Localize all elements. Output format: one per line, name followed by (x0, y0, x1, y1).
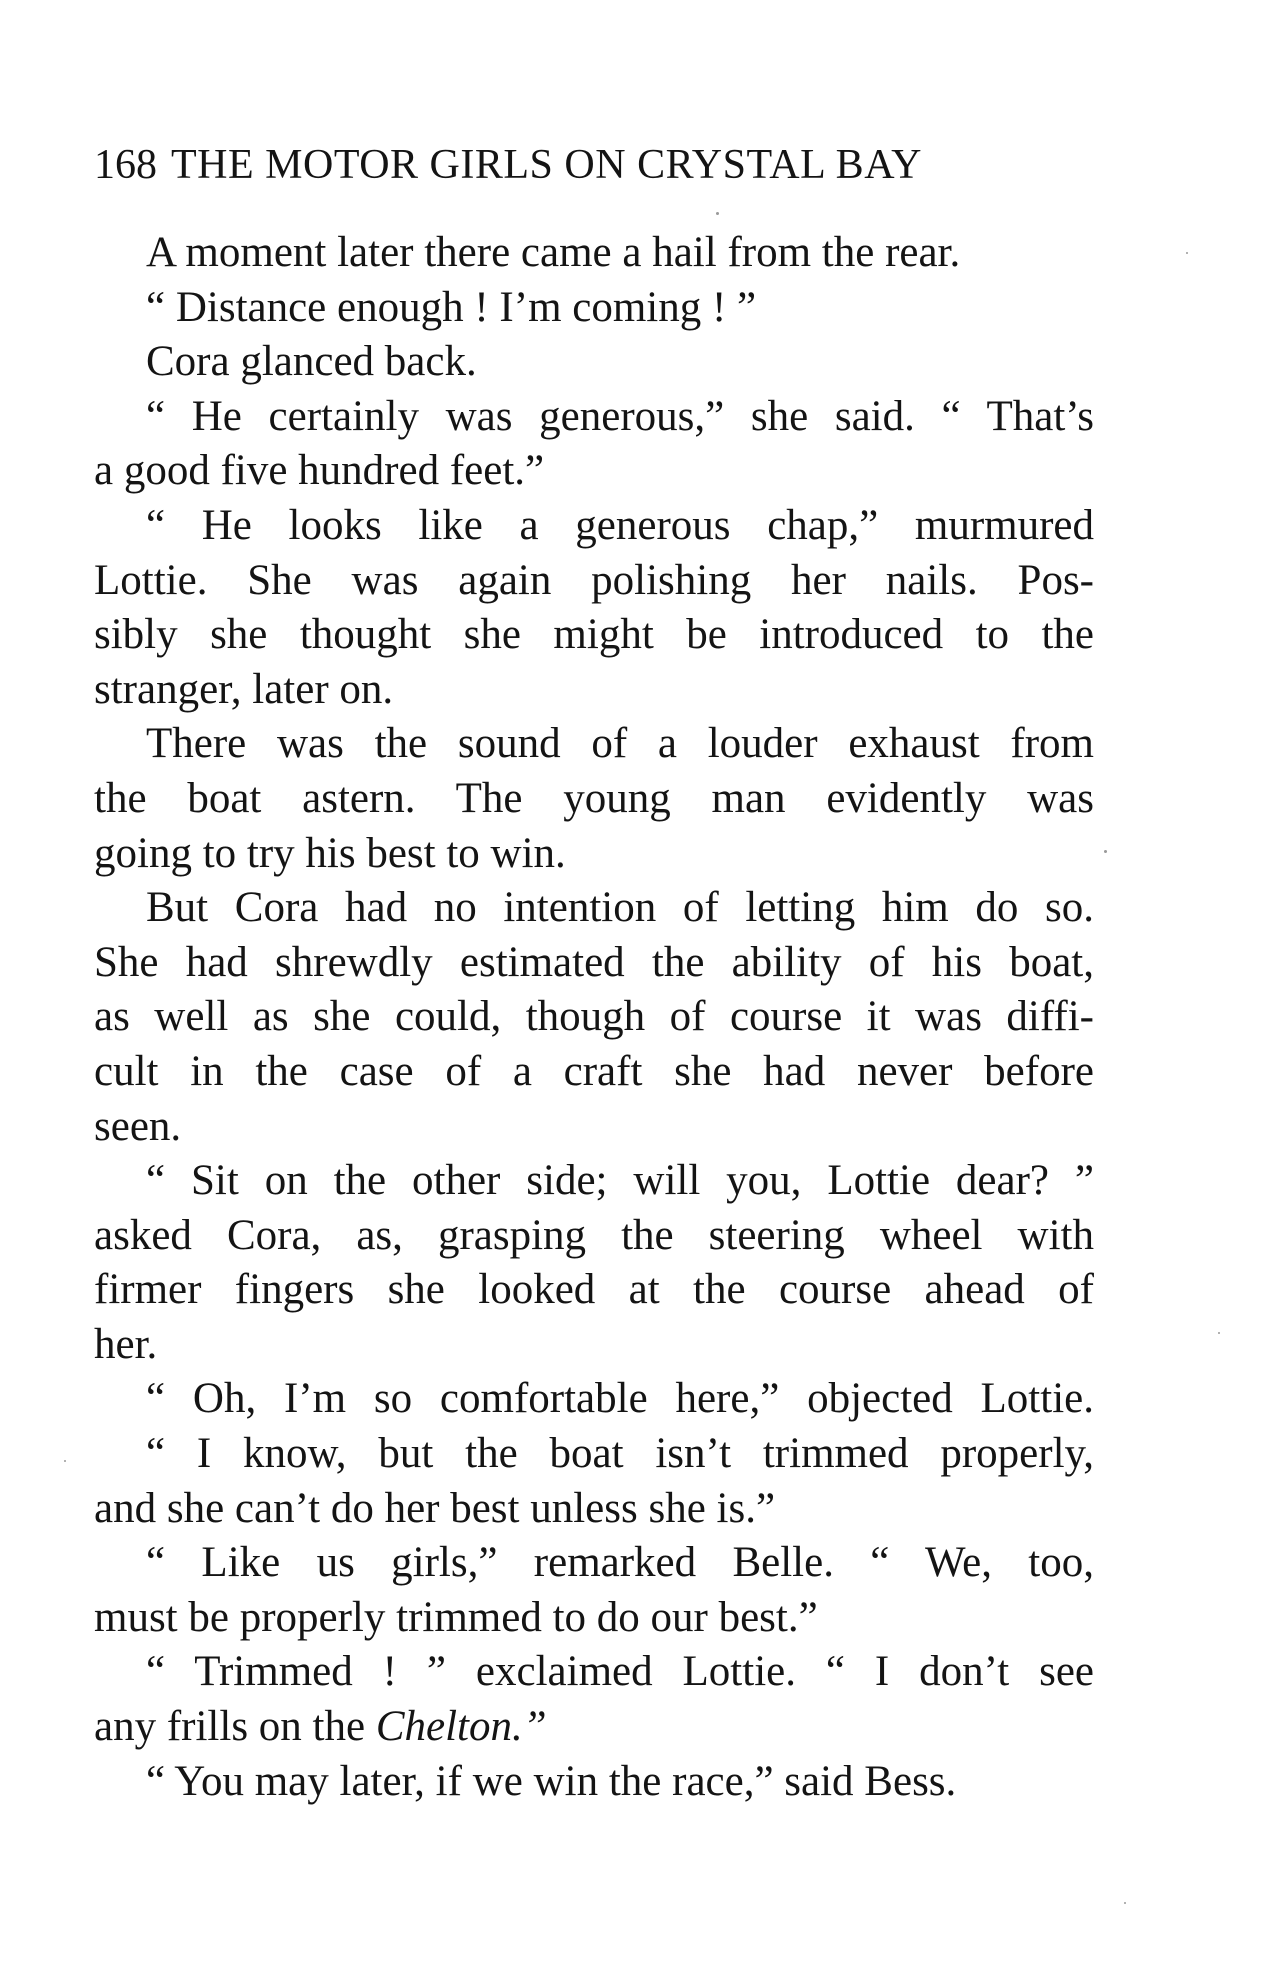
paper-speck (1104, 850, 1107, 853)
paper-speck (64, 1460, 66, 1462)
text-line-start: any frills on the (94, 1703, 366, 1751)
text-line: Cora glanced back. (146, 338, 477, 386)
text-line: as well as she could, though of course it was diffi- (94, 993, 1094, 1041)
page-number: 168 (94, 142, 157, 188)
text-line: “ Like us girls,” remarked Belle. “ We, too, (146, 1539, 1094, 1587)
italic-boat-name: Chelton.” (375, 1703, 547, 1751)
text-line: “ He certainly was generous,” she said. “ That’s (146, 392, 1094, 440)
text-line: going to try his best to win. (94, 829, 566, 877)
body-text (94, 226, 1094, 1809)
text-line: But Cora had no intention of letting him do so. (146, 884, 1094, 932)
text-line: “ Distance enough ! I’m coming ! ” (146, 283, 757, 331)
text-line: “ He looks like a generous chap,” murmured (146, 501, 1094, 549)
text-line: stranger, later on. (94, 665, 394, 713)
text-line: a good five hundred feet.” (94, 447, 545, 495)
text-line: her. (94, 1320, 158, 1368)
text-line: “ I know, but the boat isn’t trimmed properly, (146, 1430, 1094, 1478)
book-title: THE MOTOR GIRLS ON CRYSTAL BAY (171, 142, 923, 188)
paper-speck (1218, 1332, 1220, 1334)
text-line: She had shrewdly estimated the ability of his boat, (94, 938, 1094, 986)
text-line: There was the sound of a louder exhaust from (146, 720, 1094, 768)
text-line: cult in the case of a craft she had never before (94, 1047, 1094, 1095)
text-line: the boat astern. The young man evidently was (94, 774, 1094, 822)
text-line: “ Oh, I’m so comfortable here,” objected Lottie. (146, 1375, 1094, 1423)
paper-speck (1124, 1902, 1126, 1904)
running-head (94, 140, 1094, 190)
text-line: and she can’t do her best unless she is.” (94, 1484, 776, 1532)
text-line: “ You may later, if we win the race,” said Bess. (146, 1757, 957, 1805)
text-line: “ Sit on the other side; will you, Lottie dear? ” (146, 1157, 1094, 1205)
text-line: A moment later there came a hail from the rear. (146, 229, 961, 276)
text-line: “ Trimmed ! ” exclaimed Lottie. “ I don’t see (146, 1648, 1094, 1696)
paper-speck (716, 212, 719, 215)
text-line: seen. (94, 1102, 182, 1150)
text-line: sibly she thought she might be introduced to the (94, 611, 1094, 659)
text-line (94, 1700, 1094, 1755)
text-line: must be properly trimmed to do our best.” (94, 1593, 818, 1641)
text-line: Lottie. She was again polishing her nails. Pos- (94, 556, 1094, 604)
text-line: firmer fingers she looked at the course ahead of (94, 1266, 1094, 1314)
paper-speck (1186, 252, 1188, 254)
text-line: asked Cora, as, grasping the steering wheel with (94, 1211, 1094, 1259)
